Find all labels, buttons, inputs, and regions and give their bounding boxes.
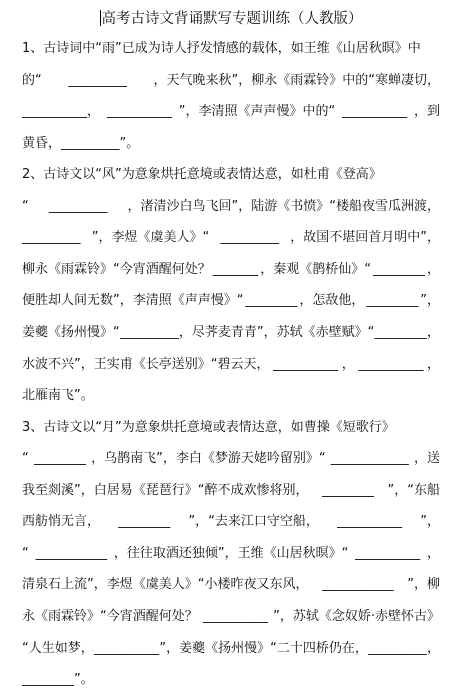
answer-blank: ________ — [22, 672, 74, 687]
answer-blank: ________ — [118, 514, 171, 530]
text-segment: “ — [22, 198, 29, 214]
answer-blank: __________ — [202, 608, 268, 624]
text-segment: 北雁南飞”。 — [22, 388, 94, 404]
text-segment: 1、古诗词中“雨”已成为诗人抒发情感的载体，如王维《山居秋暝》中 — [22, 41, 421, 56]
text-line — [22, 198, 440, 216]
text-segment: 柳永《雨霖铃》“今宵酒醒何处？ — [22, 261, 211, 277]
text-segment: ， — [426, 640, 440, 656]
text-line — [22, 482, 440, 500]
text-segment: ”，“东船 — [387, 482, 440, 498]
answer-blank: _________ — [48, 198, 108, 214]
text-segment: ”，李煜《虞美人》“ — [91, 230, 210, 246]
text-line — [22, 166, 440, 184]
text-segment: 2、古诗文以“风”为意象烘托意境或表情达意，如杜甫《登高》 — [22, 167, 382, 183]
answer-blank: _________ — [61, 135, 120, 151]
text-segment: ， — [426, 545, 440, 561]
text-segment: ， — [426, 261, 440, 277]
text-segment: 3、古诗文以“月”为意象烘托意境或表情达意，如曹操《短歌行》 — [22, 419, 395, 435]
answer-blank: __________ — [337, 514, 403, 530]
text-segment: “ — [22, 545, 29, 561]
answer-blank: _________ — [68, 72, 127, 88]
answer-blank: ________ — [245, 293, 298, 309]
answer-blank: ____________ — [330, 451, 409, 467]
text-line — [22, 135, 440, 153]
text-segment: 西舫悄无言， — [22, 514, 101, 530]
answer-blank: _________ — [22, 230, 81, 246]
answer-blank: ___________ — [35, 545, 108, 561]
text-segment: ， — [426, 356, 440, 372]
text-segment: 清泉石上流”，李煜《虞美人》“小楼昨夜又东风， — [22, 577, 309, 593]
text-line — [22, 576, 440, 594]
text-line — [22, 229, 440, 247]
text-segment: ”。 — [74, 672, 94, 687]
answer-blank: ________ — [366, 293, 419, 309]
answer-blank: __________ — [94, 640, 160, 656]
text-segment: ”， — [420, 293, 440, 309]
answer-blank: ________ — [374, 324, 427, 340]
answer-blank: ________ — [322, 482, 374, 498]
text-line — [22, 324, 440, 342]
answer-blank: ________ — [372, 261, 425, 277]
text-segment: “ — [22, 451, 29, 467]
text-segment: ，乌鹊南飞”，李白《梦游天姥吟留别》“ — [91, 451, 326, 467]
text-line — [22, 450, 440, 468]
answer-blank: ________ — [33, 451, 86, 467]
text-line — [22, 671, 440, 689]
document-title: 高考古诗文背诵默写专题训练（人教版） — [101, 11, 363, 27]
text-segment: ”，姜夔《扬州慢》“二十四桥仍在， — [159, 640, 368, 656]
text-segment: 黄昏， — [22, 135, 62, 151]
answer-blank: __________ — [106, 104, 172, 120]
text-line — [22, 103, 440, 121]
text-line — [22, 545, 440, 563]
text-segment: ，尽荠麦青青”，苏轼《赤壁赋》“ — [178, 324, 375, 340]
text-segment: ，故国不堪回首月明中”， — [290, 230, 440, 246]
text-line — [22, 292, 440, 310]
text-segment: ”，柳 — [407, 577, 440, 593]
answer-blank: _________ — [220, 230, 279, 246]
text-segment: ”，苏轼《念奴娇·赤壁怀古》 — [273, 608, 440, 624]
answer-blank: __________ — [342, 104, 408, 120]
text-segment: 我至剡溪”，白居易《琵琶行》“醉不成欢惨将别， — [22, 482, 309, 498]
text-segment: ，怎敌他， — [299, 293, 365, 309]
answer-blank: __________ — [358, 356, 424, 372]
text-segment: ”，李清照《声声慢》中的“ — [178, 104, 336, 120]
answer-blank: __________， — [22, 104, 101, 120]
answer-blank: ___________ — [322, 577, 394, 593]
text-line — [22, 40, 440, 58]
text-line — [22, 72, 440, 90]
text-segment: ，秦观《鹊桥仙》“ — [260, 261, 371, 277]
text-segment: 水波不兴”，王实甫《长亭送别》“碧云天， — [22, 356, 270, 372]
text-line — [22, 513, 440, 531]
text-line — [22, 356, 440, 374]
text-line — [22, 419, 440, 437]
text-cursor — [100, 10, 101, 26]
text-line — [22, 387, 440, 405]
text-segment: 姜夔《扬州慢》“ — [22, 324, 120, 340]
answer-blank: _______ — [212, 261, 259, 277]
answer-blank: _________ — [120, 324, 179, 340]
text-segment: ”。 — [119, 135, 140, 151]
text-segment: ，往往取酒还独倾”，王维《山居秋暝》“ — [113, 545, 349, 561]
text-segment: ，到 — [413, 104, 440, 120]
answer-blank: __________ — [273, 356, 339, 372]
text-segment: 便胜却人间无数”，李清照《声声慢》“ — [22, 293, 244, 309]
text-segment: ， — [426, 324, 440, 340]
text-segment: ， — [341, 356, 355, 372]
text-segment: ，天气晚来秋”，柳永《雨霖铃》中的“寒蝉凄切， — [153, 72, 440, 88]
text-line — [22, 640, 440, 658]
text-segment: 的“ — [22, 72, 42, 88]
text-line — [22, 608, 440, 626]
answer-blank: __________ — [355, 545, 421, 561]
answer-blank: _________ — [368, 640, 427, 656]
text-line — [22, 261, 440, 279]
text-segment: “人生如梦， — [22, 640, 94, 656]
text-segment: ”， — [420, 514, 440, 530]
text-segment: ，送 — [413, 451, 440, 467]
text-segment: ”，“去来江口守空船， — [188, 514, 319, 530]
text-segment: ，渚清沙白鸟飞回”，陆游《书愤》“楼船夜雪瓜洲渡， — [127, 198, 440, 214]
text-segment: 永《雨霖铃》“今宵酒醒何处？ — [22, 608, 198, 624]
